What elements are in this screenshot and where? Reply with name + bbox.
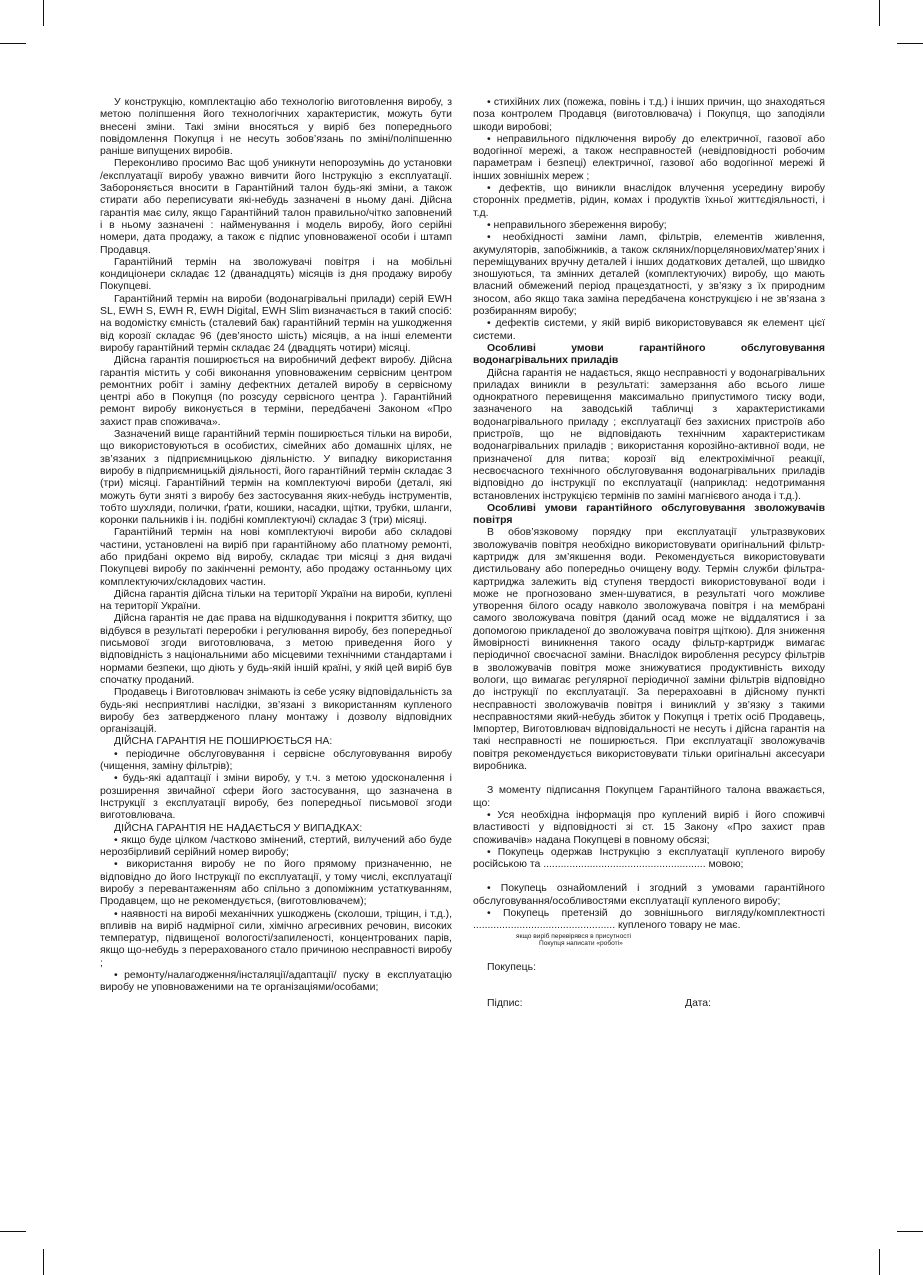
list-item: • Уся необхідна інформація про куплений виріб і його споживчі властивості у відповідності зі ст. 15 Закону «Про захист прав споживачів» надана Покупцеві в повному обсязі; [473, 809, 825, 846]
signature-row [473, 998, 825, 1011]
signature-label: Підпис: [487, 998, 523, 1010]
date-label: Дата: [685, 998, 712, 1010]
list-item: • Покупець одержав Інструкцію з експлуатації купленого виробу російською та ........................................................ мовою; [473, 846, 825, 871]
left-column [100, 97, 452, 995]
buyer-label: Покупець: [487, 961, 536, 973]
crop-mark [43, 0, 44, 26]
paragraph: Переконливо просимо Вас щоб уникнути непорозумінь до установки /експлуатації виробу уважно вивчити його Інструкцію з експлуатації. Забороняється вносити в Гарантійний талон будь-які зміни, а також стирати або переписувати які-небудь зазначені в ньому дані. Дійсна гарантія має силу, якщо Гарантійний талон правильно/чітко заповнений і в ньому зазначені : найменування і модель виробу, його серійні номери, дата продажу, а також є підпис уповноваженої особи і штамп Продавця. [100, 158, 452, 256]
crop-mark [879, 0, 880, 26]
crop-mark [897, 1231, 923, 1232]
right-column [473, 97, 825, 1011]
list-item: • якщо буде цілком /частково змінений, стертий, вилучений або буде нерозбірливий серійний номер виробу; [100, 834, 452, 859]
paragraph: У конструкцію, комплектацію або технологію виготовлення виробу, з метою поліпшення його технологічних характеристик, можуть бути внесені зміни. Такі зміни вносяться у виріб без попереднього повідомлення Покупця і не несуть зобов’язань по зміні/поліпшенню раніше випущених виробів. [100, 97, 452, 158]
list-item: • необхідності заміни ламп, фільтрів, елементів живлення, акумуляторів, запобіжників, а також скляних/порцелянових/матер’яних і переміщуваних вручну деталей і інших додаткових деталей, що швидко зношуються, та змінних деталей (комплектуючих) виробу, що мають власний обмежений період працездатності, у зв’язку з їх природним зносом, або якщо така заміна передбачена конструкцією і не зв’язана з розбиранням виробу; [473, 232, 825, 318]
paragraph: Гарантійний термін на зволожувачі повітря і на мобільні кондиціонери складає 12 (дванадцять) місяців із дня продажу виробу Покупцеві. [100, 256, 452, 293]
heating-section-text: Дійсна гарантія не надається, якщо несправності у водонагрівальних приладах виникли в результаті: замерзання або всього лише однократного перевищення максимально припустимого тиску води, зазначеного на заводській табличці з характеристиками водонагрівального приладу ; експлуатації без захисних пристроїв або пристроїв, що не відповідають технічним характеристикам водонагрівальних приладів ; використання корозійно-активної води, не призначеної для питва; корозії від електрохімічної реакції, несвоєчасного технічного обслуговування водонагрівальних приладів відповідно до інструкції по експлуатації (наприклад: недотримання встановлених інструкцією термінів по заміні магнієвого анода і т.д.). [473, 367, 825, 502]
humidifier-section-title: Особливі умови гарантійного обслуговування зволожувачів повітря [473, 502, 825, 527]
crop-mark [897, 43, 923, 44]
humidifier-section-text: В обов’язковому порядку при експлуатації ультразвукових зволожувачів повітря необхідно використовувати оригінальний фільтр-картридж для зм’якшення води. Рекомендується використовувати дистильовану або попередньо очищену воду. Термін служби фільтра-картриджа залежить від ступеня твердості використовуваної води і може не прогнозовано змен-шуватися, в результаті чого можливе утворення білого осаду навколо зволожувача повітря і на мембрані самого зволожувача повітря (даний осад може не віддалятися і за допомогою прикладеної до зволожувача повітря щіткою). Для зниження ймовірності виникнення такого осаду фільтр-картридж вимагає періодичної своєчасної заміни. Внаслідок вироблення ресурсу фільтрів в зволожувачів повітря може знижуватися продуктивність виходу вологи, що вимагає регулярної періодичної заміни фільтрів відповідно до інструкції по експлуатації. За перерахоавні в дійсному пункті несправності зволожувачів повітря і виниклий у зв’язку з такими несправностями який-небудь збиток у Покупця і третіх осіб Продавець, Імпортер, Виготовлювач відповідальності не несуть і дійсна гарантія на такі несправності не поширюється. При експлуатації зволожувачів повітря рекомендується використовувати тільки оригінальні аксесуари виробника. [473, 527, 825, 773]
list-item: • наявності на виробі механічних ушкоджень (сколоши, тріщин, і т.д.), впливів на виріб надмірної сили, хімічно агресивних речовин, високих температур, підвищеної вологості/запиленості, концентрованих парів, якщо що-небудь з перерахованого стало причиною несправності виробу ; [100, 908, 452, 969]
crop-mark [0, 1231, 26, 1232]
footnote-line: якщо виріб перевірявся в присутності [516, 932, 632, 940]
list-item: • будь-які адаптації і зміни виробу, у т.ч. з метою удосконалення і розширення звичайної сфери його застосування, що зазначена в Інструкції з експлуатації виробу, без попередньої письмової згоди виготовлювача. [100, 773, 452, 822]
paragraph: Гарантійний термін на вироби (водонагрівальні прилади) серій EWH SL, EWH S, EWH R, EWH Digital, EWH Slim визначається в такий спосіб: на водомістку ємність (сталевий бак) гарантійний термін на ушкодження від корозії складає 96 (дев’яносто шість) місяців, а на інші елементи виробу гарантійний термін складає 24 (двадцять чотири) місяці. [100, 293, 452, 354]
footnote-line: Покупця написати «роботі» [539, 940, 623, 948]
list-item: • використання виробу не по його прямому призначенню, не відповідно до його Інструкції по експлуатації, у тому числі, експлуатації виробу з перевантаженням або спільно з допоміжним устаткуванням, Продавцем, що не рекомендується, (виготовлювачем); [100, 859, 452, 908]
crop-mark [43, 1249, 44, 1275]
section-heading: ДІЙСНА ГАРАНТІЯ НЕ ПОШИРЮЄТЬСЯ НА: [114, 736, 333, 748]
list-item: • неправильного підключення виробу до електричної, газової або водогінної мережі, а також несправностей (невідповідності робочим параметрам і безпеці) електричної, газової або водогінної мережі й інших зовнішніх мереж ; [473, 133, 825, 182]
moment-intro: З моменту підписання Покупцем Гарантійного талона вважається, що: [473, 785, 825, 809]
list-item: • дефектів системи, у якій виріб використовувався як елемент цієї системи. [473, 318, 825, 342]
list-item: • ремонту/налагодження/інсталяції/адаптації/ пуску в експлуатацію виробу не уповноваженими на те організаціями/особами; [100, 970, 452, 994]
paragraph: Дійсна гарантія не дає права на відшкодування і покриття збитку, що відбувся в результаті переробки і регулювання виробу, без попередньої письмової згоди виготовлювача, з метою приведення його у відповідність з національними або місцевими технічними стандартами і нормами безпеки, що діють у будь-якій іншій країні, у якій цей виріб був спочатку проданий. [100, 613, 452, 686]
spacer [473, 871, 825, 883]
paragraph: Продавець і Виготовлювач знімають із себе усяку відповідальність за будь-які несприятливі наслідки, зв’язані з використанням купленого виробу без затвердженого плану монтажу і дозволу відповідних організацій. [100, 687, 452, 736]
list-item: • дефектів, що виникли внаслідок влучення усередину виробу сторонніх предметів, рідин, комах і продуктів їхньої життєдіяльності, і т.д. [473, 183, 825, 219]
list-item: • Покупець ознайомлений і згодний з умовами гарантійного обслуговування/особливостями експлуатації купленого виробу; [473, 883, 825, 907]
list-item: • періодичне обслуговування і сервісне обслуговування виробу (чищення, заміну фільтрів); [100, 748, 452, 773]
heating-section-title: Особливі умови гарантійного обслуговування водонагрівальних приладів [473, 342, 825, 367]
spacer [473, 773, 825, 785]
section-heading: ДІЙСНА ГАРАНТІЯ НЕ НАДАЄТЬСЯ У ВИПАДКАХ: [114, 822, 363, 834]
list-item: • неправильного збереження виробу; [487, 219, 667, 231]
paragraph: Зазначений вище гарантійний термін поширюється тільки на вироби, що використовуються в особистих, сімейних або домашніх цілях, не зв’язаних з підприємницькою діяльністю. У випадку використання виробу в підприємницькій діяльності, його гарантійний термін складає 3 (три) місяці. Гарантійний термін на комплектуючі вироби (деталі, які можуть бути зняті з виробу без застосування яких-небудь інструментів, тобто шухляди, полички, ґрати, кошики, насадки, щітки, трубки, шланги, коронки пальників і ін. подібні комплектуючі) складає 3 (три) місяці. [100, 429, 452, 527]
paragraph: Гарантійний термін на нові комплектуючі вироби або складові частини, установлені на виріб при гарантійному або платному ремонті, або придбані окремо від виробу, складає три місяці з дня видачі Покупцеві виробу по закінченні ремонту, або продажу останньому цих комплектуючих/складових частин. [100, 527, 452, 588]
paragraph: Дійсна гарантія поширюється на виробничий дефект виробу. Дійсна гарантія містить у собі виконання уповноваженим сервісним центром ремонтних робіт і заміну дефектних деталей виробу в сервісному центрі або в Покупця (по розсуду сервісного центра ). Гарантійний ремонт виробу виконується в терміни, передбачені Законом «Про захист прав споживача». [100, 355, 452, 428]
list-item: • стихійних лих (пожежа, повінь і т.д.) і інших причин, що знаходяться поза контролем Продавця (виготовлювача) і Покупця, що заподіяли шкоди виробові; [473, 97, 825, 133]
paragraph: Дійсна гарантія дійсна тільки на території України на вироби, куплені на території України. [100, 588, 452, 613]
crop-mark [879, 1249, 880, 1275]
crop-mark [0, 43, 26, 44]
list-item: • Покупець претензій до зовнішнього вигляду/комплектності ................................................. купленого товару не має. [473, 908, 825, 932]
